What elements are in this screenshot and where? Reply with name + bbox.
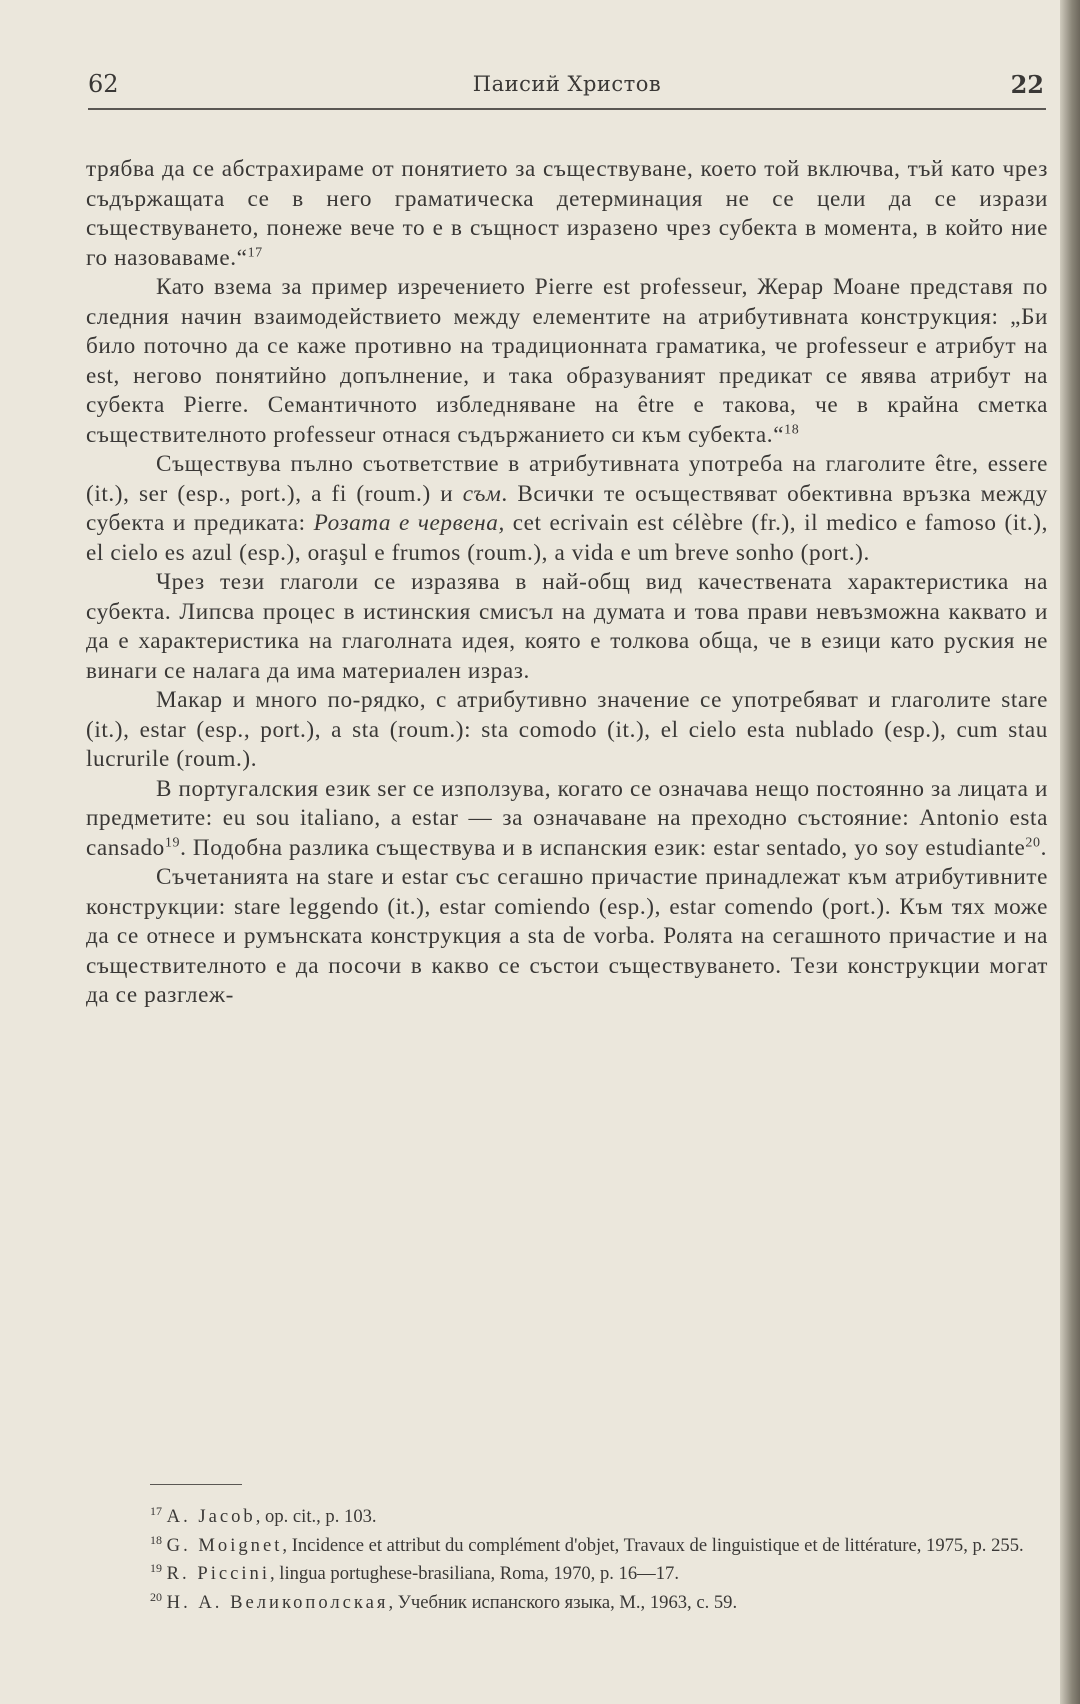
- emphasis-example: Розата е червена,: [313, 510, 505, 536]
- emphasis-sam: съм: [462, 480, 502, 507]
- footnote-separator: [150, 1484, 242, 1485]
- page-edge: [1060, 0, 1080, 1704]
- page-number: 62: [88, 70, 119, 98]
- footnotes: [86, 1500, 1048, 1615]
- paragraph-4: Чрез тези глаголи се изразява в най-общ вид качествената характеристика на субекта. Липсва процес в истинския смисъл на думата и това прави невъзможна каквато и да е характеристика на глаголната идея, която е толкова обща, че в езици като руския не винаги се налага да има материален израз.: [86, 569, 1048, 684]
- footnote-ref-20: 20: [1025, 834, 1041, 850]
- footnote-18: $^{18}$ G. Moignet, Incidence et attribut du complément d'objet, Travaux de linguistique et de littérature, 1975, p. 255.: [150, 1532, 1024, 1556]
- body-text: [86, 155, 1048, 1011]
- footnote-ref-19: 19: [164, 834, 181, 850]
- footnote-17: $^{17}$ A. Jacob, op. cit., p. 103.: [150, 1504, 377, 1528]
- paragraph-3: Съществува пълно съответствие в атрибутивната употреба на глаголите être, essere (it.), ser (esp., port.), a fi (roum.) и съм. Всички те осъществяват обективна връзка между субекта и предиката: Розата е червена, cet ecrivain est célèbre (fr.), il medico e famoso (it.), el cielo es azul (esp.), oraşul e frumos (roum.), a vida e um breve sonho (port.).: [86, 451, 1048, 566]
- paragraph-6: В португалския език ser се използува, когато се означава нещо постоянно за лицата и предметите: eu sou italiano, а estar — за означаване на преходно състояние: Antonio esta cansado$^{19}$. Подобна разлика съществува и в испанския език: estar sentado, yo soy estudiante$^{20}$.: [86, 775, 1048, 861]
- running-title: Паисий Христов: [472, 72, 662, 96]
- header-rule: [88, 108, 1046, 110]
- paragraph-1: трябва да се абстрахираме от понятието за съществуване, което той включва, тъй като чрез съдържащата се в него граматическа детерминация не се цели да се изрази съществуването, понеже вече то е в същност изразено чрез субекта в момента, в който ние го назоваваме.“$^{17}$: [86, 156, 1048, 271]
- paragraph-2: Като взема за пример изречението Pierre est professeur, Жерар Моане представя по следния начин взаимодействието между елементите на атрибутивната конструкция: „Би било поточно да се каже противно на традиционната граматика, че professeur е атрибут на est, негово понятийно допълнение, и така образуваният предикат се явява атрибут на субекта Pierre. Семантичното избледняване на être е такова, че в крайна сметка съществителното professeur отнася съдържанието си към субекта.“$^{18}$: [86, 274, 1048, 448]
- section-number: 22: [1010, 70, 1044, 99]
- footnote-19: $^{19}$ R. Piccini, lingua portughese-brasiliana, Roma, 1970, p. 16—17.: [150, 1561, 679, 1585]
- running-header: [88, 70, 1046, 102]
- footnote-ref-17: 17: [247, 244, 263, 260]
- paragraph-7: Съчетанията на stare и estar със сегашно причастие принадлежат към атрибутивните конструкции: stare leggendo (it.), estar comiendo (esp.), estar comendo (port.). Към тях може да се отнесе и румънската конструкция a sta de vorba. Ролята на сегашното причастие и на съществителното е да посочи в какво се състои съществуването. Тези конструкции могат да се разглеж-: [86, 864, 1048, 1008]
- paragraph-5: Макар и много по-рядко, с атрибутивно значение се употребяват и глаголите stare (it.), estar (esp., port.), a sta (roum.): sta comodo (it.), el cielo esta nublado (esp.), cum stau lucrurile (roum.).: [86, 687, 1048, 772]
- footnote-20: $^{20}$ Н. А. Великополская, Учебник испанского языка, М., 1963, с. 59.: [150, 1590, 738, 1614]
- footnote-ref-18: 18: [784, 421, 800, 437]
